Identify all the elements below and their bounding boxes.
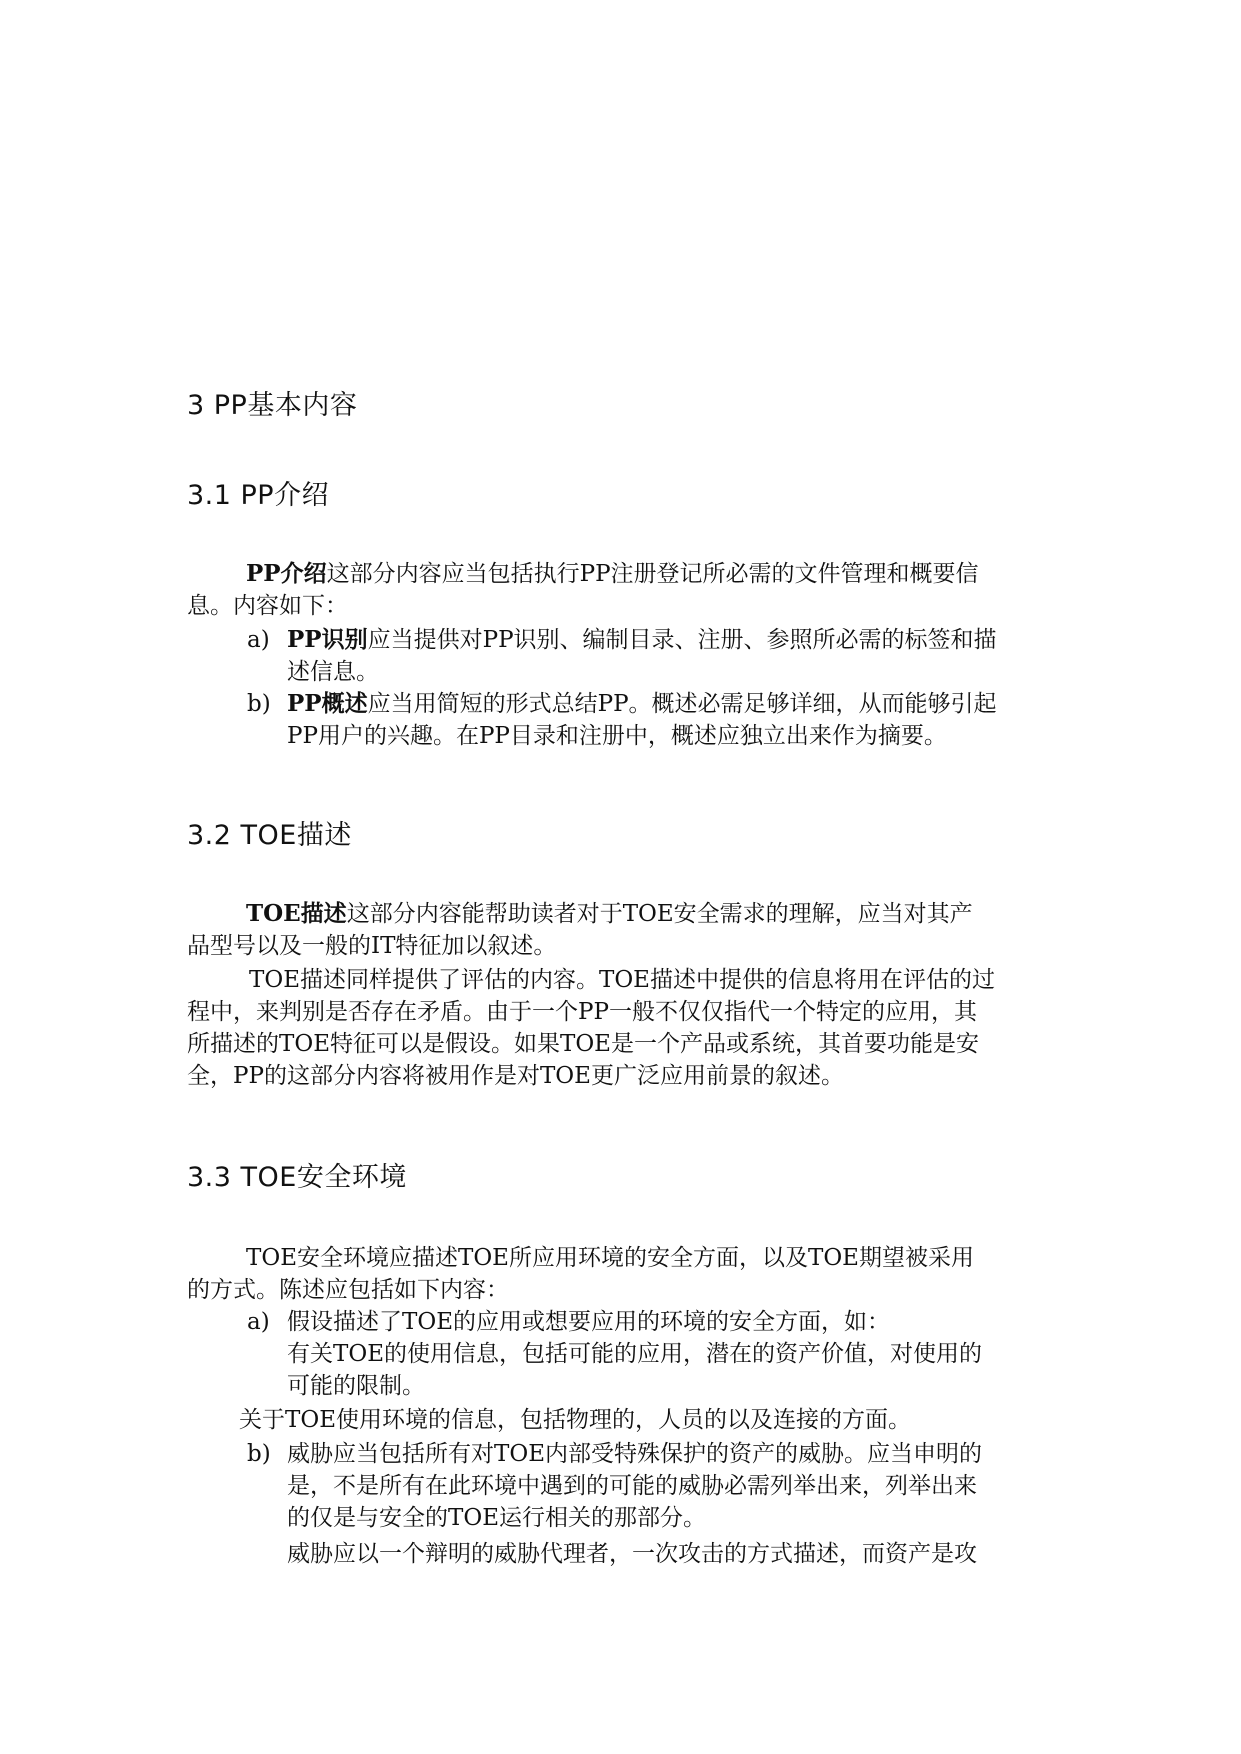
toe-description-term: TOE描述	[246, 900, 347, 927]
threats-line-3: 的仅是与安全的TOE运行相关的那部分。	[287, 1505, 706, 1531]
pp-identification-term: PP识别	[287, 626, 368, 653]
assumptions-line-3: 可能的限制。	[287, 1373, 425, 1399]
threats-line-2: 是，不是所有在此环境中遇到的可能的威胁必需列举出来，列举出来	[287, 1473, 977, 1499]
pp-overview-line-1: PP概述应当用简短的形式总结PP。概述必需足够详细，从而能够引起	[287, 690, 997, 717]
section-3-1-heading: 3.1 PP介绍	[187, 480, 330, 511]
toe-description-p1-line-1: TOE描述这部分内容能帮助读者对于TOE安全需求的理解，应当对其产	[246, 900, 973, 927]
section-3-3-heading: 3.3 TOE安全环境	[187, 1162, 407, 1193]
toe-description-p2-line-1: TOE描述同样提供了评估的内容。TOE描述中提供的信息将用在评估的过	[249, 967, 995, 993]
pp-overview-line-2: PP用户的兴趣。在PP目录和注册中，概述应独立出来作为摘要。	[287, 723, 947, 749]
pp-identification-line-2: 述信息。	[287, 659, 379, 685]
toe-description-p2-line-2: 程中，来判别是否存在矛盾。由于一个PP一般不仅仅指代一个特定的应用，其	[187, 999, 977, 1025]
pp-overview-term: PP概述	[287, 690, 368, 717]
toe-description-p2-line-4: 全，PP的这部分内容将被用作是对TOE更广泛应用前景的叙述。	[187, 1063, 844, 1089]
threats-line-4: 威胁应以一个辩明的威胁代理者，一次攻击的方式描述，而资产是攻	[287, 1541, 977, 1567]
list-marker-a: a)	[247, 627, 270, 653]
list-marker-b: b)	[247, 691, 271, 717]
pp-intro-term: PP介绍	[246, 560, 327, 587]
section-3-heading: 3 PP基本内容	[187, 390, 358, 421]
section-3-2-heading: 3.2 TOE描述	[187, 820, 352, 851]
list-marker-b: b)	[247, 1441, 271, 1467]
pp-intro-paragraph-line-2: 息。内容如下：	[187, 593, 348, 619]
pp-intro-paragraph-line-1: PP介绍这部分内容应当包括执行PP注册登记所必需的文件管理和概要信	[246, 560, 979, 587]
assumptions-line-2: 有关TOE的使用信息，包括可能的应用，潜在的资产价值，对使用的	[287, 1341, 982, 1367]
assumptions-line-4: 关于TOE使用环境的信息，包括物理的，人员的以及连接的方面。	[239, 1407, 911, 1433]
list-marker-a: a)	[247, 1309, 270, 1335]
assumptions-line-1: 假设描述了TOE的应用或想要应用的环境的安全方面，如：	[287, 1309, 890, 1335]
toe-description-p2-line-3: 所描述的TOE特征可以是假设。如果TOE是一个产品或系统，其首要功能是安	[187, 1031, 979, 1057]
toe-description-p1-line-2: 品型号以及一般的IT特征加以叙述。	[187, 933, 557, 959]
pp-identification-line-1: PP识别应当提供对PP识别、编制目录、注册、参照所必需的标签和描	[287, 626, 997, 653]
toe-environment-intro-line-2: 的方式。陈述应包括如下内容：	[187, 1277, 509, 1303]
toe-environment-intro-line-1: TOE安全环境应描述TOE所应用环境的安全方面，以及TOE期望被采用	[246, 1245, 974, 1271]
threats-line-1: 威胁应当包括所有对TOE内部受特殊保护的资产的威胁。应当申明的	[287, 1441, 982, 1467]
